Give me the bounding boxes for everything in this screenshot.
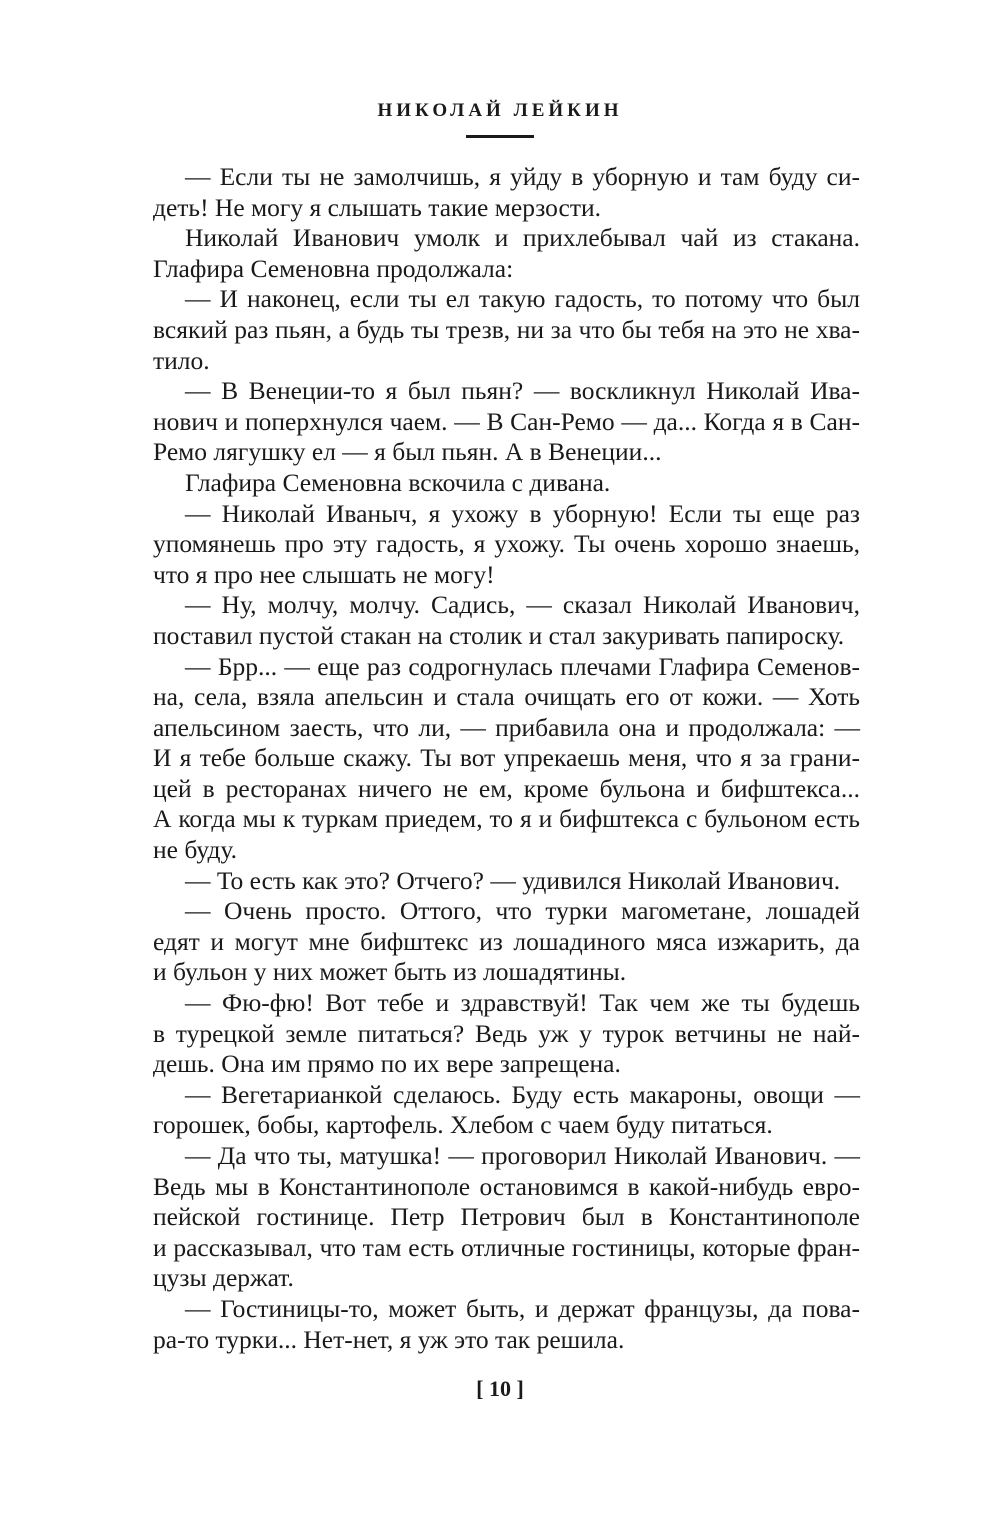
text-line: — В Венеции-то я был пьян? — воскликнул Николай Ива- <box>185 376 860 406</box>
text-line: — Гостиницы-то, может быть, и держат французы, да пова- <box>185 1293 860 1323</box>
text-line: ра-то турки... Нет-нет, я уж это так решила. <box>153 1324 625 1354</box>
text-line: — То есть как это? Отчего? — удивился Николай Иванович. <box>185 865 841 895</box>
text-line: поставил пустой стакан на столик и стал закуривать папироску. <box>153 620 845 650</box>
text-line: нович и поперхнулся чаем. — В Сан-Ремо — да... Когда я в Сан- <box>153 406 860 436</box>
text-line: И я тебе больше скажу. Ты вот упрекаешь меня, что я за грани- <box>153 743 860 773</box>
text-line: апельсином заесть, что ли, — прибавила она и продолжала: — <box>153 712 860 742</box>
text-line: А когда мы к туркам приедем, то я и бифштекса с бульоном есть <box>153 804 860 834</box>
text-line: упомянешь про эту гадость, я ухожу. Ты очень хорошо знаешь, <box>153 529 860 559</box>
running-head: НИКОЛАЙ ЛЕЙКИН <box>377 100 623 121</box>
text-line: что я про нее слышать не могу! <box>153 559 495 589</box>
text-line: не буду. <box>153 835 238 865</box>
text-line: — Николай Иваныч, я ухожу в уборную! Если ты еще раз <box>185 498 860 528</box>
text-line: — Ну, молчу, молчу. Садись, — сказал Николай Иванович, <box>185 590 860 620</box>
text-line: — Фю-фю! Вот тебе и здравствуй! Так чем же ты будешь <box>185 988 860 1018</box>
text-line: дешь. Она им прямо по их вере запрещена. <box>153 1049 621 1079</box>
text-line: — Вегетарианкой сделаюсь. Буду есть макароны, овощи — <box>185 1079 860 1109</box>
body-text <box>153 162 860 1355</box>
text-line: — Да что ты, матушка! — проговорил Николай Иванович. — <box>185 1141 860 1170</box>
text-line: и рассказывал, что там есть отличные гостиницы, которые фран- <box>153 1232 860 1262</box>
text-line: едят и могут мне бифштекс из лошадиного мяса изжарить, да <box>153 926 860 956</box>
text-line: деть! Не могу я слышать такие мерзости. <box>153 192 602 222</box>
text-line: цузы держат. <box>153 1263 294 1293</box>
text-line: и бульон у них может быть из лошадятины. <box>153 957 627 987</box>
text-line: — Брр... — еще раз содрогнулась плечами Глафира Семенов- <box>185 651 860 681</box>
text-line: Ремо лягушку ел — я был пьян. А в Венеции... <box>153 437 662 467</box>
text-line: Николай Иванович умолк и прихлебывал чай из стакана. <box>185 223 860 253</box>
text-line: тило. <box>153 345 210 375</box>
text-line: Ведь мы в Константинополе остановимся в какой-нибудь евро- <box>153 1171 860 1201</box>
text-line: — Очень просто. Оттого, что турки магометане, лошадей <box>185 896 860 926</box>
text-line: Глафира Семеновна вскочила с дивана. <box>185 467 611 497</box>
text-line: — И наконец, если ты ел такую гадость, то потому что был <box>185 284 860 314</box>
text-line: всякий раз пьян, а будь ты трезв, ни за что бы тебя на это не хва- <box>153 314 860 344</box>
text-line: Глафира Семеновна продолжала: <box>153 253 514 283</box>
text-line: горошек, бобы, картофель. Хлебом с чаем буду питаться. <box>153 1110 773 1140</box>
text-line: в турецкой земле питаться? Ведь уж у турок ветчины не най- <box>153 1018 860 1048</box>
text-line: цей в ресторанах ничего не ем, кроме бульона и бифштекса... <box>153 773 860 803</box>
text-line: на, села, взяла апельсин и стала очищать его от кожи. — Хоть <box>153 682 860 712</box>
header-rule <box>466 135 534 138</box>
text-line: пейской гостинице. Петр Петрович был в Константинополе <box>153 1202 860 1232</box>
page-number: [ 10 ] <box>476 1376 524 1401</box>
text-line: — Если ты не замолчишь, я уйду в уборную и там буду си- <box>185 162 860 191</box>
